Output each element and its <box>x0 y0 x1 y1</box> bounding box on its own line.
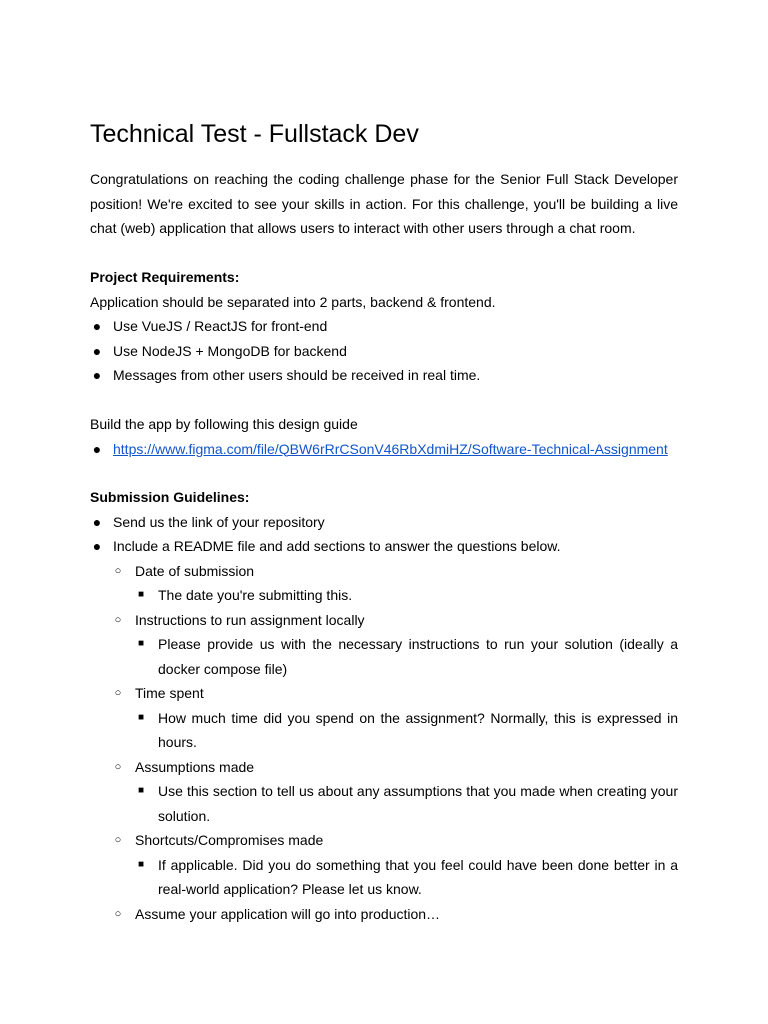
readme-section-detail-text: Please provide us with the necessary instructions to run your solution (ideally a docker compose file) <box>158 636 678 677</box>
circle-bullet-icon: ○ <box>114 760 122 773</box>
list-item-text: Send us the link of your repository <box>113 513 325 530</box>
square-bullet-icon: ■ <box>137 858 145 870</box>
circle-bullet-icon: ○ <box>114 564 122 577</box>
readme-section-detail <box>90 632 678 681</box>
square-bullet-icon: ■ <box>137 638 145 649</box>
readme-section-label: Time spent <box>135 685 204 701</box>
document-title: Technical Test - Fullstack Dev <box>90 120 419 148</box>
square-bullet-icon: ■ <box>137 785 145 796</box>
list-item <box>90 510 678 535</box>
list-item <box>90 314 678 339</box>
requirements-heading: Project Requirements: <box>90 269 240 285</box>
bullet-icon: ● <box>92 538 102 554</box>
readme-section-item <box>90 559 678 584</box>
figma-design-link[interactable]: https://www.figma.com/file/QBW6rRrCSonV46RbXdmiHZ/Software-Technical-Assignment <box>113 440 668 457</box>
bullet-icon: ● <box>92 318 102 334</box>
circle-bullet-icon: ○ <box>114 687 122 699</box>
readme-section-detail-text: If applicable. Did you do something that you feel could have been done better in a real-world application? Please let us know. <box>158 856 678 897</box>
bullet-icon: ● <box>92 367 102 383</box>
circle-bullet-icon: ○ <box>114 613 122 626</box>
readme-section-detail <box>90 706 678 755</box>
bullet-icon: ● <box>92 342 102 359</box>
readme-section-label: Instructions to run assignment locally <box>135 611 365 628</box>
readme-section-detail <box>90 583 678 608</box>
bullet-icon: ● <box>92 440 102 457</box>
design-lead: Build the app by following this design guide <box>90 416 358 432</box>
square-bullet-icon: ■ <box>137 589 145 600</box>
circle-bullet-icon: ○ <box>114 834 122 846</box>
readme-section-label: Assume your application will go into production… <box>135 905 441 922</box>
readme-section-detail-text: How much time did you spend on the assignment? Normally, this is expressed in hours. <box>158 709 678 750</box>
intro-paragraph: Congratulations on reaching the coding challenge phase for the Senior Full Stack Developer position! We're excited to see your skills in action. For this challenge, you'll be building a live chat (web) application that allows users to interact with other users through a chat room. <box>90 171 678 236</box>
readme-section-item <box>90 681 678 706</box>
square-bullet-icon: ■ <box>137 711 145 723</box>
readme-section-item <box>90 902 678 927</box>
readme-section-item <box>90 755 678 780</box>
submission-section <box>90 485 678 926</box>
readme-section-detail <box>90 779 678 828</box>
requirements-lead: Application should be separated into 2 parts, backend & frontend. <box>90 293 496 310</box>
readme-section-detail-text: Use this section to tell us about any assumptions that you made when creating your solution. <box>158 783 678 824</box>
readme-section-label: Assumptions made <box>135 758 255 775</box>
readme-section-label: Date of submission <box>135 562 255 579</box>
list-item <box>90 534 678 559</box>
readme-section-item <box>90 828 678 853</box>
circle-bullet-icon: ○ <box>114 907 122 920</box>
list-item-text: Use NodeJS + MongoDB for backend <box>113 342 347 359</box>
submission-heading: Submission Guidelines: <box>90 489 250 505</box>
readme-section-detail-text: The date you're submitting this. <box>158 587 353 603</box>
list-item-text: Use VueJS / ReactJS for front-end <box>113 318 328 334</box>
readme-section-label: Shortcuts/Compromises made <box>135 832 324 848</box>
requirements-section <box>90 265 678 388</box>
list-item <box>90 363 678 388</box>
bullet-icon: ● <box>92 513 102 530</box>
readme-section-item <box>90 608 678 633</box>
list-item-text: Messages from other users should be received in real time. <box>113 367 481 383</box>
readme-section-detail <box>90 853 678 902</box>
list-item-text: Include a README file and add sections to answer the questions below. <box>113 538 561 554</box>
design-section <box>90 412 678 461</box>
list-item <box>90 339 678 364</box>
list-item <box>90 437 678 462</box>
